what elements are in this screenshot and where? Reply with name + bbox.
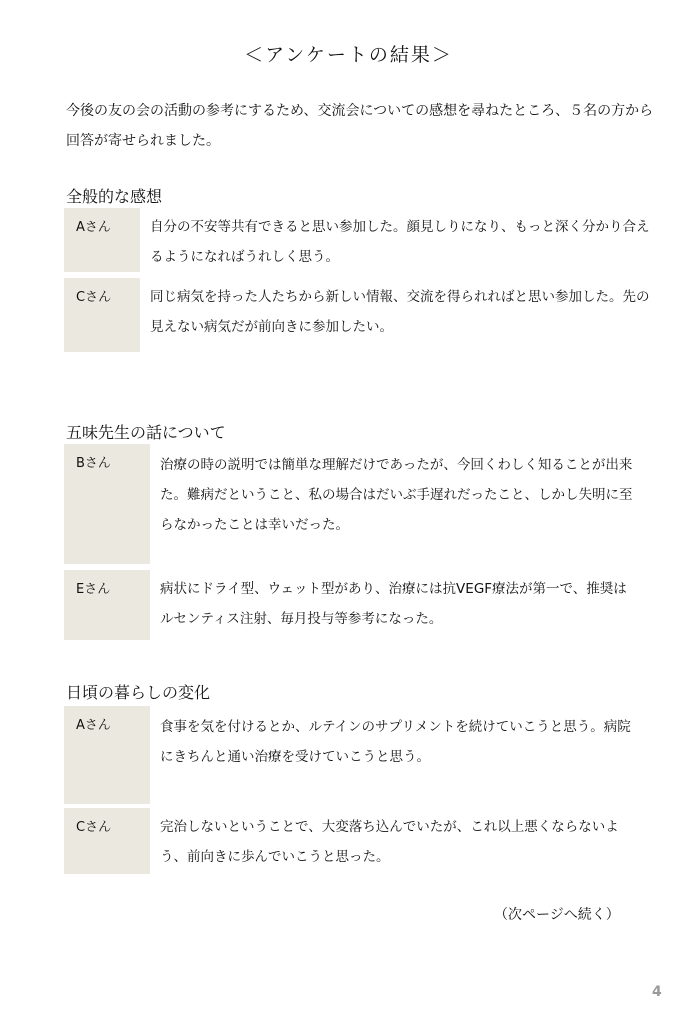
response-comment: 自分の不安等共有できると思い参加した。顔見しりになり、もっと深く分かり合えるようになればうれしく思う。: [150, 219, 650, 265]
response-row: [64, 278, 654, 352]
response-comment: 食事を気を付けるとか、ルテインのサプリメントを続けていこうと思う。病院にきちんと通い治療を受けていこうと思う。: [160, 719, 631, 765]
respondent-name: Cさん: [64, 808, 150, 874]
page-number: 4: [652, 984, 662, 1000]
response-comment: 完治しないということで、大変落ち込んでいたが、これ以上悪くならないよう、前向きに歩んでいこうと思った。: [160, 819, 619, 865]
response-row: [64, 706, 654, 804]
section-heading-daily-life: 日頃の暮らしの変化: [66, 683, 211, 702]
response-row: [64, 444, 654, 564]
page-title: ＜アンケートの結果＞: [244, 44, 453, 66]
respondent-name: Cさん: [64, 278, 140, 352]
response-comment: 病状にドライ型、ウェット型があり、治療には抗VEGF療法が第一で、推奨はルセンティス注射、毎月投与等参考になった。: [160, 581, 627, 627]
intro-text: 今後の友の会の活動の参考にするため、交流会についての感想を尋ねたところ、５名の方から回答が寄せられました。: [66, 103, 654, 149]
respondent-name: Eさん: [64, 570, 150, 640]
response-row: [64, 208, 654, 272]
respondent-name: Aさん: [64, 706, 150, 804]
respondent-name: Bさん: [64, 444, 150, 564]
continued-note: （次ページへ続く）: [494, 907, 620, 923]
response-comment: 治療の時の説明では簡単な理解だけであったが、今回くわしく知ることが出来た。難病だということ、私の場合はだいぶ手遅れだったこと、しかし失明に至らなかったことは幸いだった。: [160, 457, 633, 533]
response-row: [64, 570, 654, 640]
respondent-name: Aさん: [64, 208, 140, 272]
section-heading-general: 全般的な感想: [66, 187, 163, 206]
section-heading-lecture: 五味先生の話について: [66, 423, 226, 442]
response-row: [64, 808, 654, 874]
response-comment: 同じ病気を持った人たちから新しい情報、交流を得られればと思い参加した。先の見えない病気だが前向きに参加したい。: [150, 289, 650, 335]
